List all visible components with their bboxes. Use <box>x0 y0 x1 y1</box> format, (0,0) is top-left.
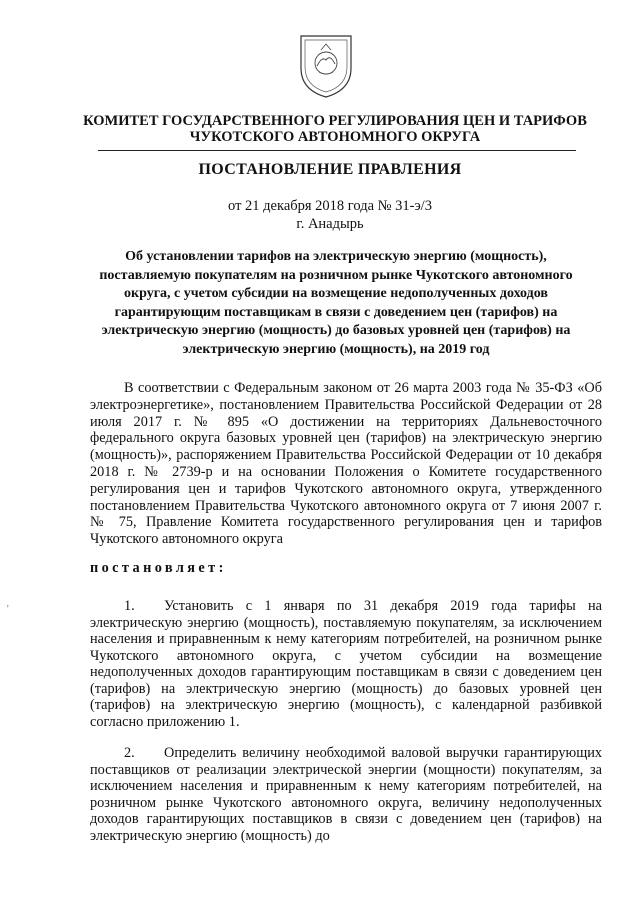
margin-mark: ‚ <box>6 598 10 609</box>
list-item <box>90 745 602 844</box>
date-and-number: от 21 декабря 2018 года № 31-э/3 <box>228 198 432 214</box>
item-number: 1. <box>124 598 135 614</box>
document-subject: Об установлении тарифов на электрическую энергию (мощность), поставляемую покупателям на розничном рынке Чукотского автономного округа, с учетом субсидии на возмещение недополученных доходов гарантирующим поставщикам в связи с доведением цен (тарифов) на электрическую энергию (мощность) до базовых уровней цен (тарифов) на электрическую энергию (мощность), на 2019 год <box>99 249 573 357</box>
city-name: г. Анадырь <box>296 216 364 232</box>
header-divider <box>98 150 576 151</box>
resolves-heading: постановляет: <box>90 560 227 576</box>
coat-of-arms-emblem <box>297 30 355 100</box>
item-text: Определить величину необходимой валовой выручки гарантирующих поставщиков от реализации электрической энергии (мощности) покупателям, за исключением населения и приравненным к нему категориям потребителей, на розничном рынке Чукотского автономного округа, величину недополученных доходов гарантирующих поставщиков в связи с доведением цен (тарифов) на электрическую энергию (мощность) до <box>90 745 602 844</box>
committee-name-line-1: КОМИТЕТ ГОСУДАРСТВЕННОГО РЕГУЛИРОВАНИЯ ЦЕН И ТАРИФОВ <box>83 113 587 129</box>
item-text: Установить с 1 января по 31 декабря 2019 года тарифы на электрическую энергию (мощность), поставляемую покупателям, за исключением населения и приравненным к нему категориям потребителей, на розничном рынке Чукотского автономного округа, с учетом субсидии на возмещение недополученных доходов гарантирующим поставщикам в связи с доведением цен (тарифов) на электрическую энергию (мощность) до базовых уровней цен (тарифов) на электрическую энергию (мощность), с календарной разбивкой согласно приложению 1. <box>90 598 602 730</box>
list-item <box>90 598 602 730</box>
document-title: ПОСТАНОВЛЕНИЕ ПРАВЛЕНИЯ <box>198 161 462 178</box>
preamble-paragraph: В соответствии с Федеральным законом от 26 марта 2003 года № 35-ФЗ «Об электроэнергетике», постановлением Правительства Российской Федерации от 28 июля 2017 г. № 895 «О достижении на территориях Дальневосточного федерального округа базовых уровней цен (тарифов) на электрическую энергию (мощность)», распоряжением Правительства Российской Федерации от 10 декабря 2018 г. № 2739-р и на основании Положения о Комитете государственного регулирования цен и тарифов Чукотского автономного округа, утвержденного постановлением Правительства Чукотского автономного округа от 7 июня 2007 г. № 75, Правление Комитета государственного регулирования цен и тарифов Чукотского автономного округа <box>90 380 602 548</box>
item-number: 2. <box>124 745 135 761</box>
committee-name-line-2: ЧУКОТСКОГО АВТОНОМНОГО ОКРУГА <box>189 129 481 145</box>
